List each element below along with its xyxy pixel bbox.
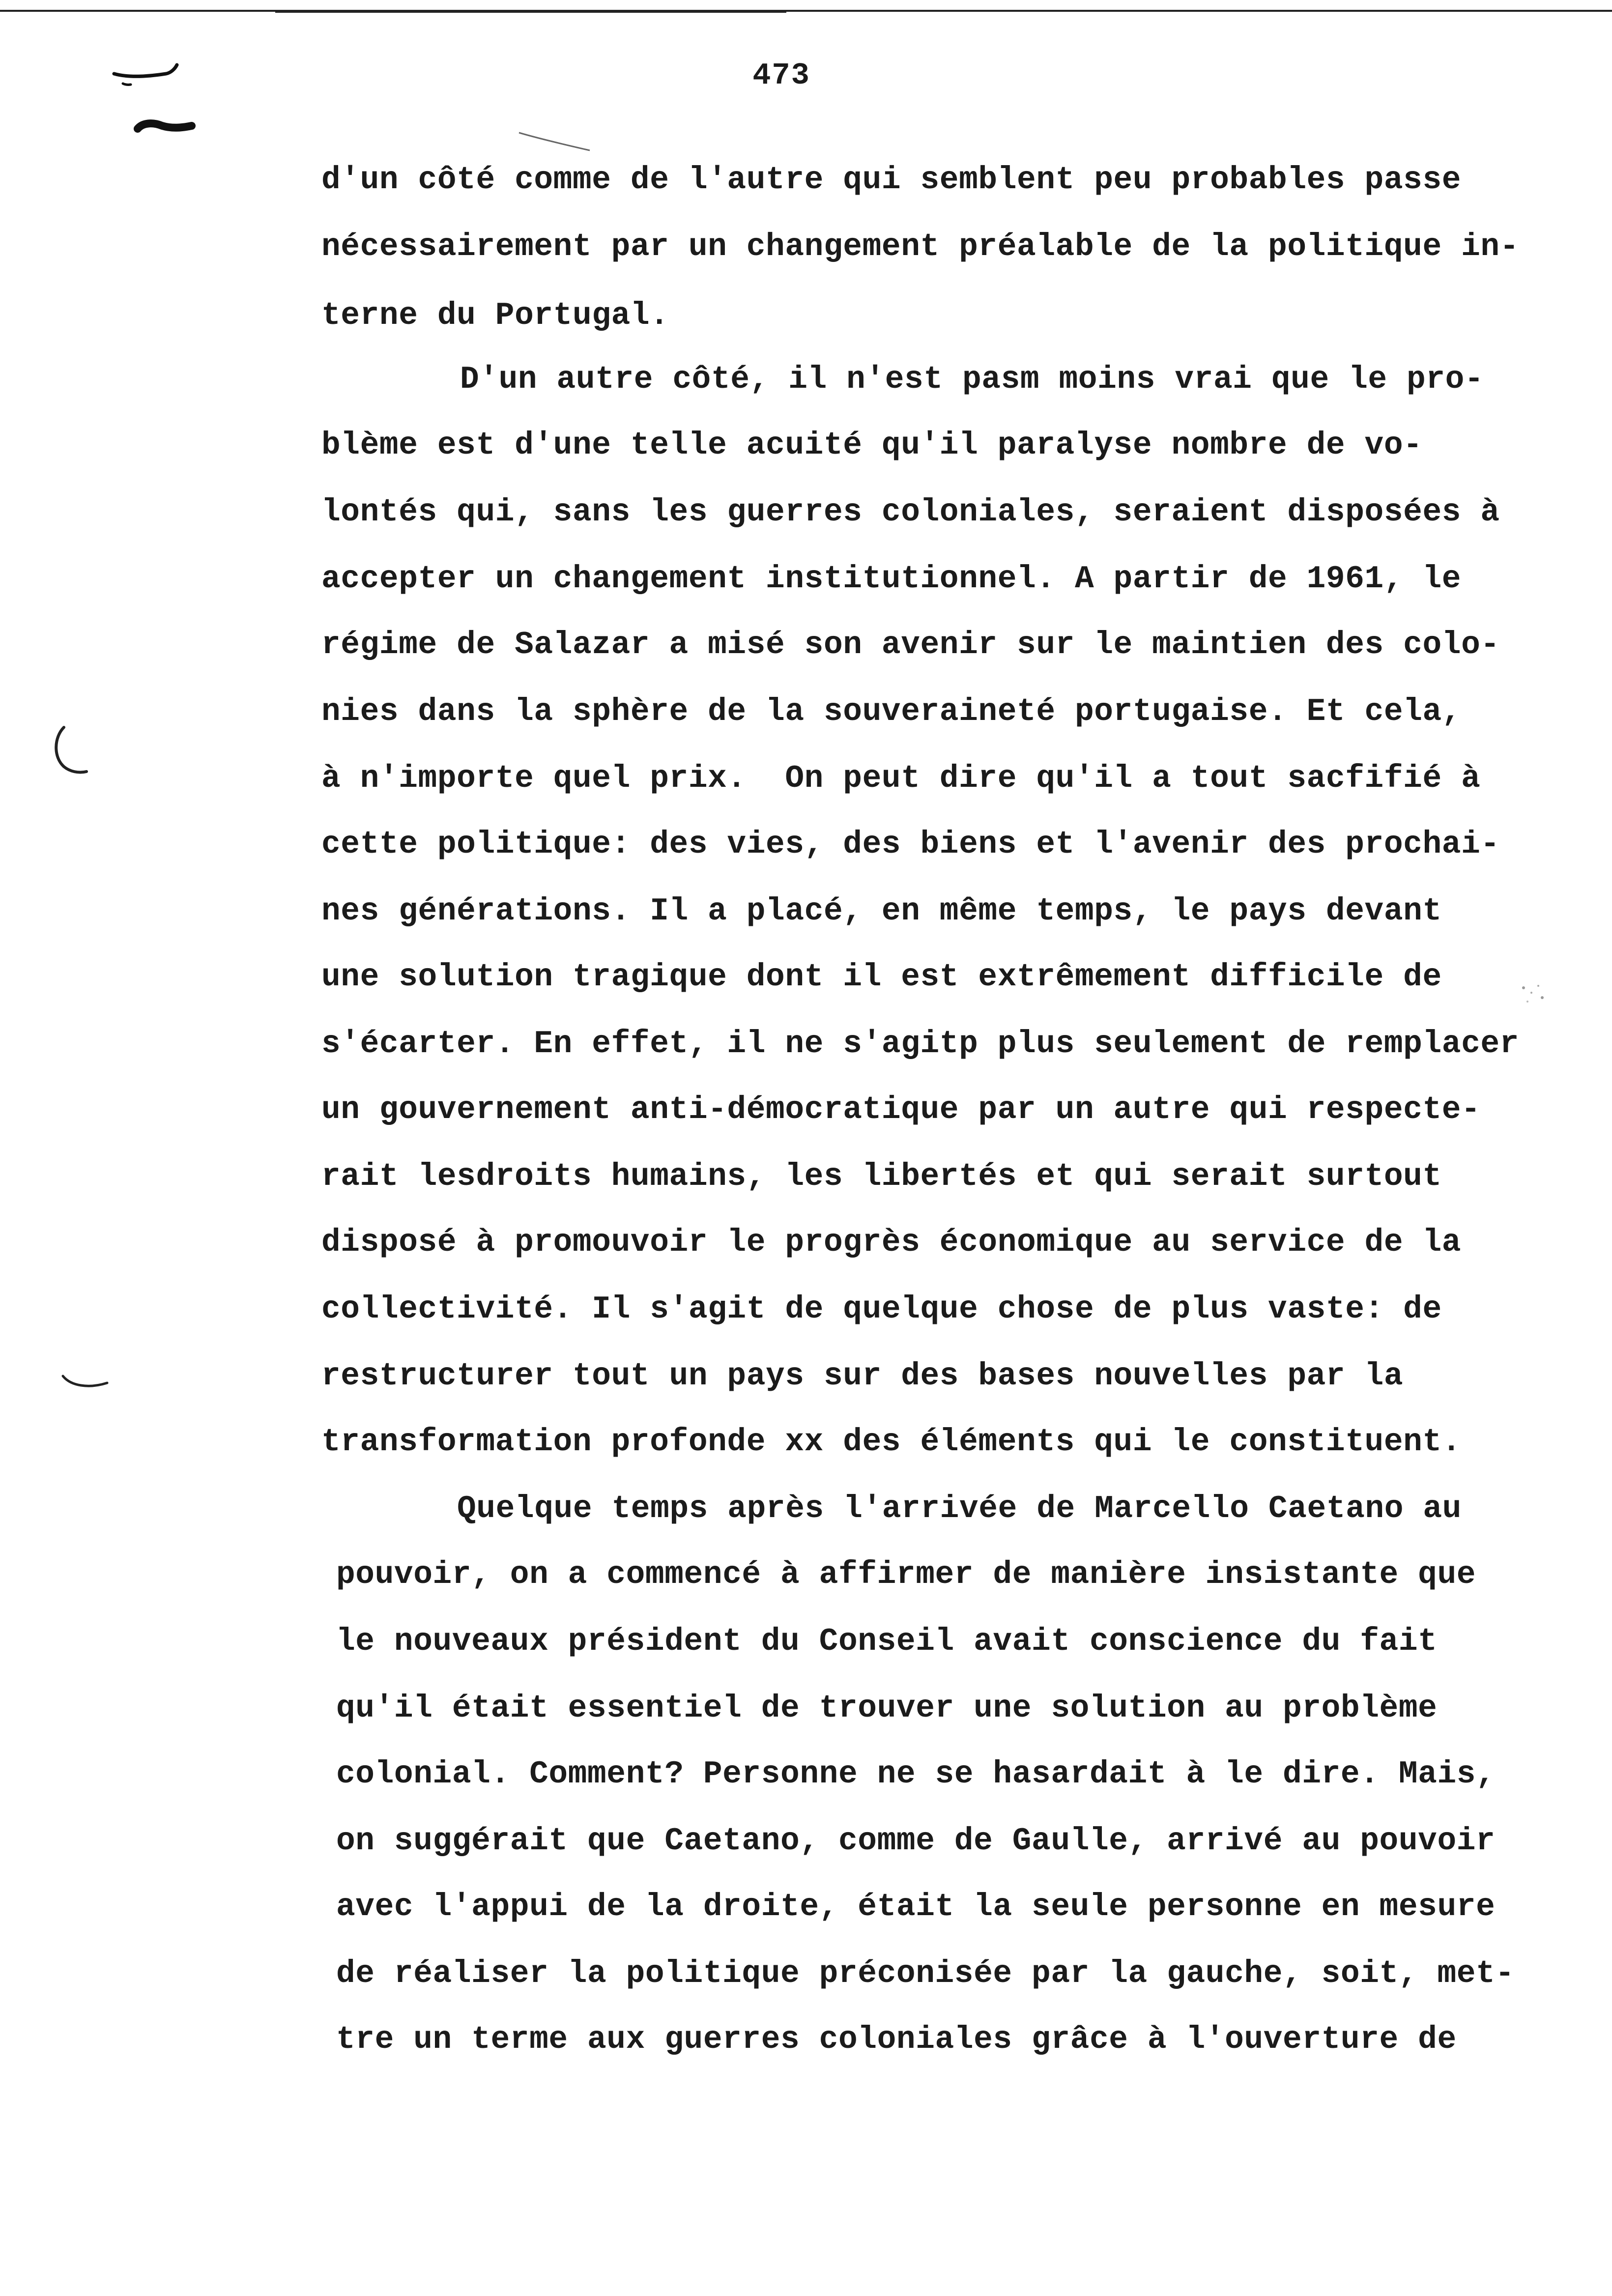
text-line: terne du Portugal. [321,298,669,334]
text-line: accepter un changement institutionnel. A partir de 1961, le [321,561,1462,597]
text-line: restructurer tout un pays sur des bases nouvelles par la [321,1358,1404,1394]
text-line: nes générations. Il a placé, en même temps, le pays devant [321,893,1442,929]
text-line: une solution tragique dont il est extrêmement difficile de [321,959,1442,995]
text-line: transformation profonde xx des éléments qui le constituent. [321,1424,1462,1460]
text-line: tre un terme aux guerres coloniales grâce à l'ouverture de [336,2022,1457,2058]
text-line: Quelque temps après l'arrivée de Marcello Caetano au [457,1491,1462,1527]
text-line: de réaliser la politique préconisée par la gauche, soit, met- [336,1956,1515,1992]
text-line: collectivité. Il s'agit de quelque chose de plus vaste: de [321,1292,1442,1327]
page-number: 473 [752,58,810,93]
text-line: s'écarter. En effet, il ne s'agitp plus seulement de remplacer [321,1026,1519,1062]
text-line: on suggérait que Caetano, comme de Gaulle, arrivé au pouvoir [336,1823,1496,1859]
text-line: blème est d'une telle acuité qu'il paralyse nombre de vo- [321,428,1423,463]
text-line: un gouvernement anti-démocratique par un autre qui respecte- [321,1092,1481,1128]
text-line: régime de Salazar a misé son avenir sur le maintien des colo- [321,627,1500,663]
text-line: d'un côté comme de l'autre qui semblent peu probables passe [321,162,1462,198]
text-line: disposé à promouvoir le progrès économique au service de la [321,1225,1462,1261]
text-line: D'un autre côté, il n'est pasm moins vrai que le pro- [460,362,1484,398]
text-line: avec l'appui de la droite, était la seule personne en mesure [336,1889,1496,1925]
text-line: nies dans la sphère de la souveraineté portugaise. Et cela, [321,694,1462,730]
text-line: à n'importe quel prix. On peut dire qu'il a tout sacfifié à [321,761,1481,797]
text-line: cette politique: des vies, des biens et l'avenir des prochai- [321,827,1500,862]
text-line: qu'il était essentiel de trouver une solution au problème [336,1691,1438,1726]
text-line: lontés qui, sans les guerres coloniales, seraient disposées à [321,494,1500,530]
text-line: rait lesdroits humains, les libertés et qui serait surtout [321,1159,1442,1195]
text-line: pouvoir, on a commencé à affirmer de manière insistante que [336,1557,1476,1593]
text-line: colonial. Comment? Personne ne se hasardait à le dire. Mais, [336,1756,1496,1792]
text-line: le nouveaux président du Conseil avait conscience du fait [336,1624,1438,1660]
text-line: nécessairement par un changement préalable de la politique in- [321,229,1519,265]
